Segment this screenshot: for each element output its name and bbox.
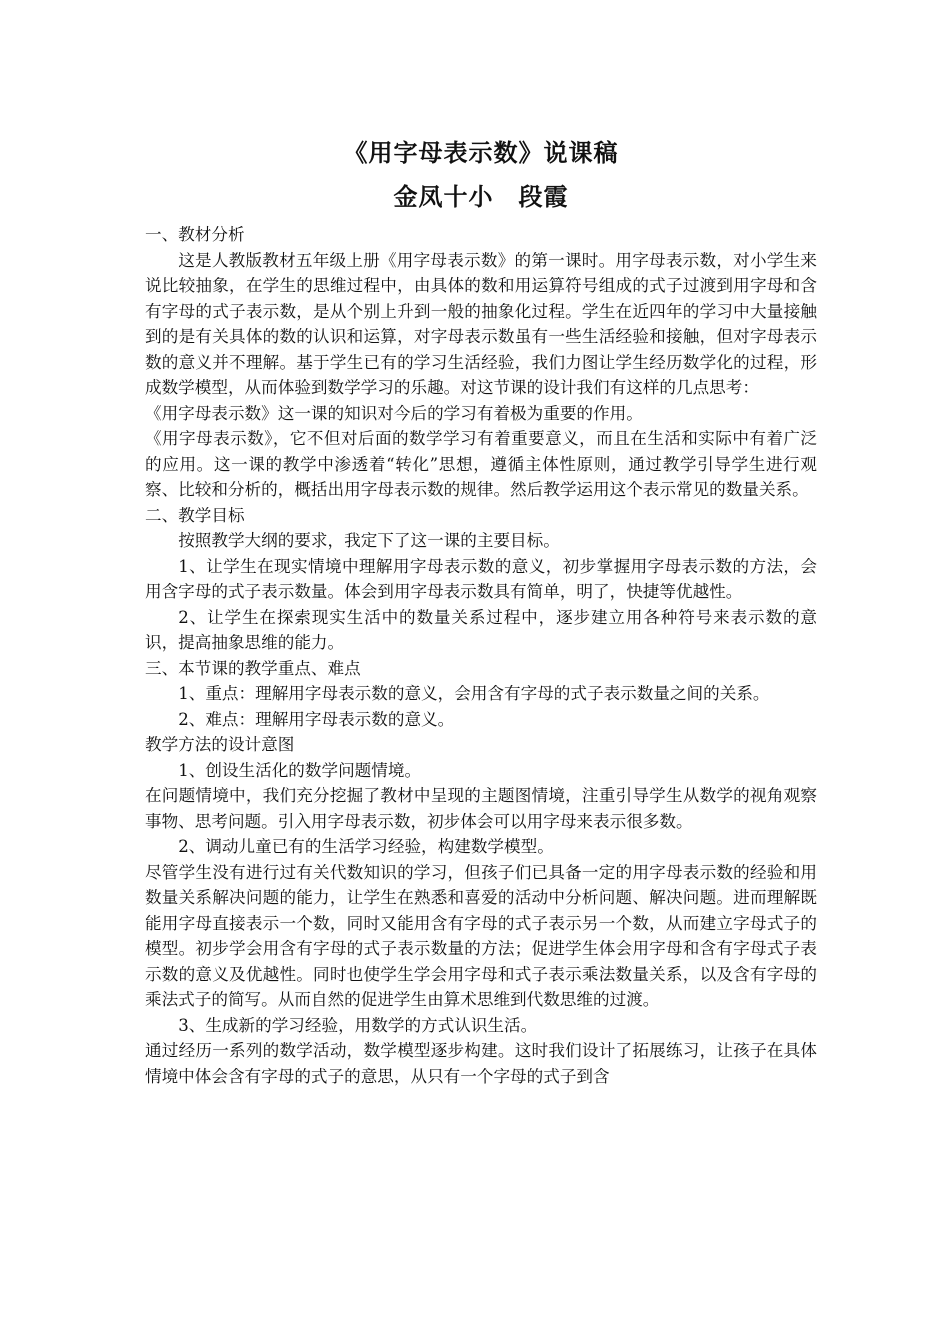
paragraph: 三、本节课的教学重点、难点 (145, 658, 361, 678)
document-body (145, 222, 817, 1089)
paragraph: 这是人教版教材五年级上册《用字母表示数》的第一课时。用字母表示数，对小学生来说比较抽象，在学生的思维过程中，由具体的数和用运算符号组成的式子过渡到用字母和含有字母的式子表示数，是从个别上升到一般的抽象化过程。学生在近四年的学习中大量接触到的是有关具体的数的认识和运算，对字母表示数虽有一些生活经验和接触，但对字母表示数的意义并不理解。基于学生已有的学习生活经验，我们力图让学生经历数学化的过程，形成数学模型，从而体验到数学学习的乐趣。对这节课的设计我们有这样的几点思考： (145, 250, 817, 397)
paragraph: 2、调动儿童已有的生活学习经验，构建数学模型。 (178, 837, 554, 856)
paragraph: 通过经历一系列的数学活动，数学模型逐步构建。这时我们设计了拓展练习，让孩子在具体情境中体会含有字母的式子的意思，从只有一个字母的式子到含 (145, 1041, 817, 1086)
document-title: 《用字母表示数》说课稿 (343, 139, 619, 167)
paragraph: 《用字母表示数》这一课的知识对今后的学习有着极为重要的作用。 (145, 403, 643, 423)
paragraph: 2、让学生在探索现实生活中的数量关系过程中，逐步建立用各种符号来表示数的意识，提高抽象思维的能力。 (145, 607, 817, 652)
paragraph: 尽管学生没有进行过有关代数知识的学习，但孩子们已具备一定的用字母表示数的经验和用数量关系解决问题的能力，让学生在熟悉和喜爱的活动中分析问题、解决问题。进而理解既能用字母直接表示一个数，同时又能用含有字母的式子表示另一个数，从而建立字母式子的模型。初步学会用含有字母的式子表示数量的方法；促进学生体会用字母和含有字母式子表示数的意义及优越性。同时也使学生学会用字母和式子表示乘法数量关系，以及含有字母的乘法式子的简写。从而自然的促进学生由算术思维到代数思维的过渡。 (145, 862, 817, 1009)
paragraph: 在问题情境中，我们充分挖掘了教材中呈现的主题图情境，注重引导学生从数学的视角观察事物、思考问题。引入用字母表示数，初步体会可以用字母来表示很多数。 (145, 786, 817, 831)
paragraph: 1、重点：理解用字母表示数的意义，会用含有字母的式子表示数量之间的关系。 (178, 684, 770, 703)
paragraph: 2、难点：理解用字母表示数的意义。 (178, 709, 455, 729)
document-author: 金凤十小 段霞 (393, 183, 569, 211)
paragraph: 1、创设生活化的数学问题情境。 (178, 760, 422, 780)
document-page (145, 132, 817, 1089)
paragraph: 3、生成新的学习经验，用数学的方式认识生活。 (178, 1015, 538, 1035)
paragraph: 二、教学目标 (145, 505, 245, 525)
paragraph: 一、教材分析 (145, 225, 245, 244)
paragraph: 《用字母表示数》，它不但对后面的数学学习有着重要意义，而且在生活和实际中有着广泛的应用。这一课的教学中渗透着“转化”思想，遵循主体性原则，通过教学引导学生进行观察、比较和分析的，概括出用字母表示数的规律。然后教学运用这个表示常见的数量关系。 (145, 429, 817, 499)
paragraph: 教学方法的设计意图 (145, 735, 295, 754)
paragraph: 1、让学生在现实情境中理解用字母表示数的意义，初步掌握用字母表示数的方法，会用含字母的式子表示数量。体会到用字母表示数具有简单，明了，快捷等优越性。 (145, 556, 817, 601)
paragraph: 按照教学大纲的要求，我定下了这一课的主要目标。 (178, 531, 560, 550)
